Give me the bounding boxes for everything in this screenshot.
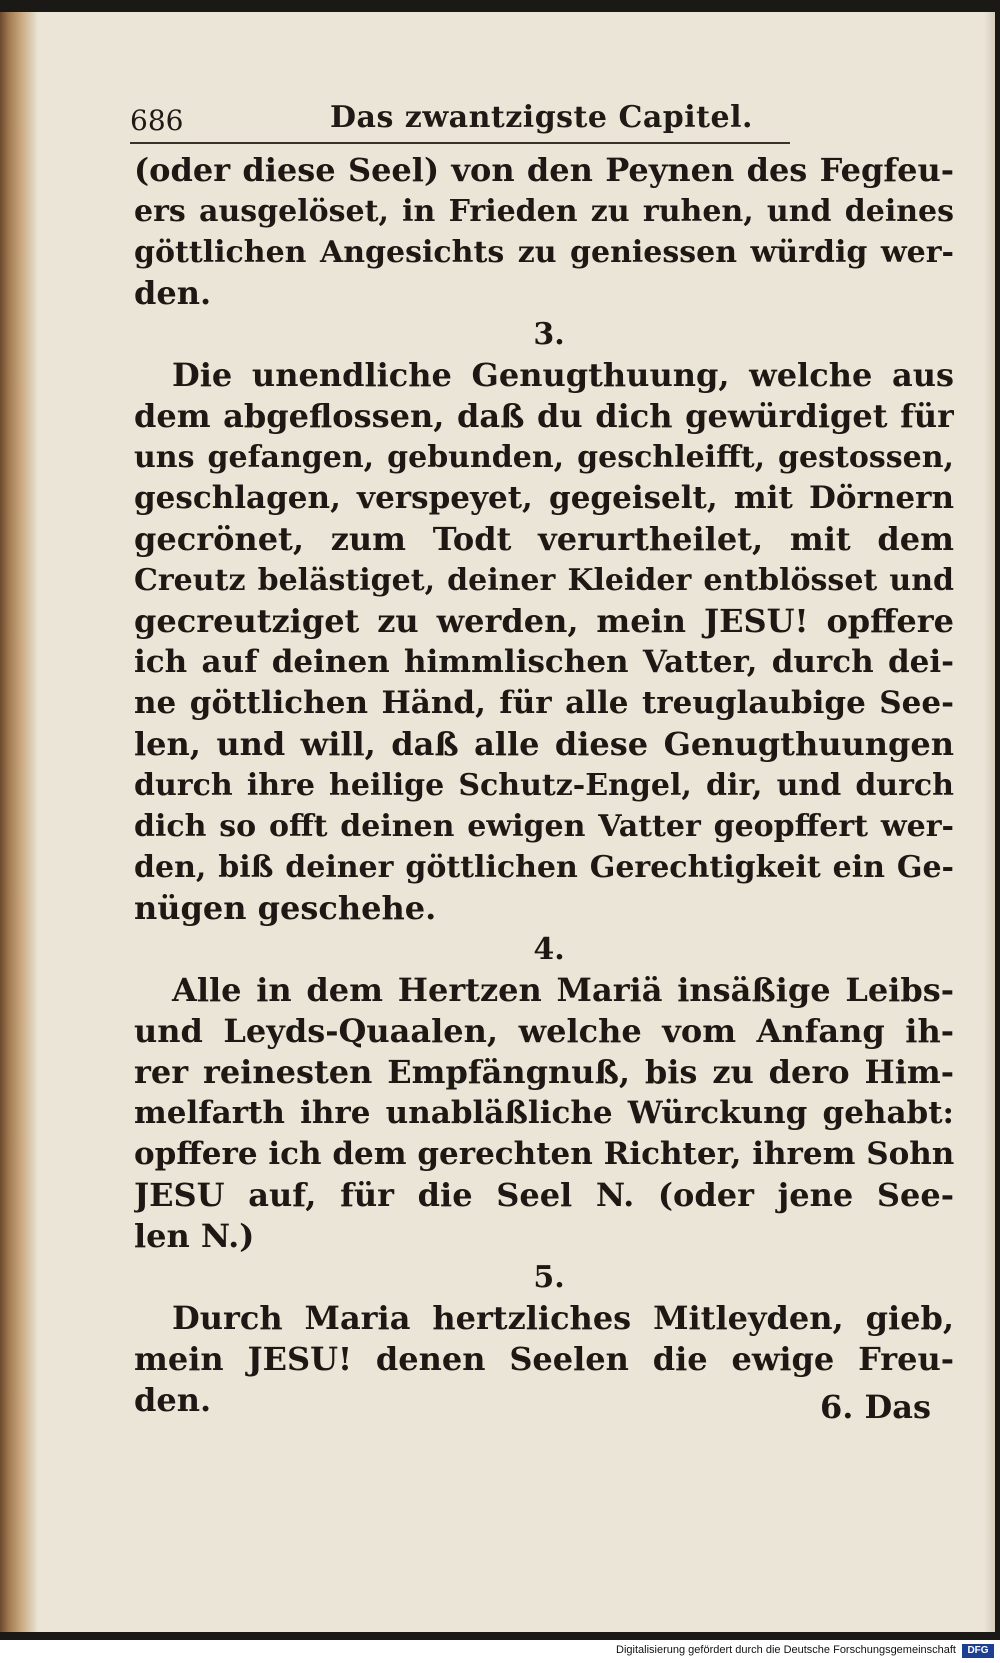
text-line: Creutz belästiget, deiner Kleider entblösset und	[134, 563, 954, 598]
text-line: gecreutziget zu werden, mein JESU! opffere	[134, 602, 954, 640]
text-line: Die unendliche Genugthuung, welche aus	[172, 356, 954, 394]
text-line: nügen geschehe.	[134, 889, 437, 927]
text-line: opffere ich dem gerechten Richter, ihrem Sohn	[134, 1136, 954, 1172]
page-number: 686	[130, 104, 184, 137]
text-line: JESU auf, für die Seel N. (oder jene See-	[134, 1176, 954, 1214]
catchword: 6. Das	[820, 1388, 932, 1426]
text-line: ne göttlichen Händ, für alle treuglaubige See-	[134, 685, 954, 721]
text-line: und Leyds-Quaalen, welche vom Anfang ih-	[134, 1012, 954, 1050]
text-line: durch ihre heilige Schutz-Engel, dir, und durch	[134, 768, 954, 803]
text-line: len N.)	[134, 1217, 255, 1255]
text-line: uns gefangen, gebunden, geschleifft, gestossen,	[134, 440, 954, 475]
text-line: Durch Maria hertzliches Mitleyden, gieb,	[172, 1299, 954, 1337]
text-line: den.	[134, 274, 212, 312]
text-line: gecrönet, zum Todt verurtheilet, mit dem	[134, 520, 954, 558]
section-number: 3.	[533, 317, 565, 352]
text-line: rer reinesten Empfängnuß, bis zu dero Him-	[134, 1053, 954, 1091]
body-text	[134, 150, 954, 1421]
text-line: göttlichen Angesichts zu geniessen würdig wer-	[134, 235, 954, 270]
text-line: (oder diese Seel) von den Peynen des Fegfeu-	[134, 151, 954, 189]
text-line: ers ausgelöset, in Frieden zu ruhen, und deines	[134, 194, 954, 229]
text-line: Alle in dem Hertzen Mariä insäßige Leibs-	[172, 971, 954, 1009]
section-number: 4.	[533, 932, 565, 967]
page-edge-shadow	[0, 12, 38, 1632]
text-line: den, biß deiner göttlichen Gerechtigkeit ein Ge-	[134, 850, 954, 885]
text-line: dem abgeflossen, daß du dich gewürdiget für	[134, 397, 954, 435]
text-line: dich so offt deinen ewigen Vatter geopffert wer-	[134, 809, 954, 844]
text-line: den.	[134, 1381, 212, 1419]
funding-credit: Digitalisierung gefördert durch die Deutsche Forschungsgemeinschaft	[616, 1644, 956, 1656]
running-head	[130, 100, 960, 140]
header-rule	[130, 142, 790, 144]
text-line: len, und will, daß alle diese Genugthuungen	[134, 725, 954, 763]
section-number: 5.	[533, 1260, 565, 1295]
chapter-title: Das zwantzigste Capitel.	[330, 100, 753, 135]
text-line: ich auf deinen himmlischen Vatter, durch dei-	[134, 644, 954, 680]
page-right-edge	[984, 12, 995, 1632]
text-line: geschlagen, verspeyet, gegeiselt, mit Dörnern	[134, 480, 954, 516]
text-line: mein JESU! denen Seelen die ewige Freu-	[134, 1340, 954, 1378]
text-line: melfarth ihre unabläßliche Würckung gehabt:	[134, 1095, 954, 1131]
dfg-logo: DFG	[962, 1644, 994, 1658]
